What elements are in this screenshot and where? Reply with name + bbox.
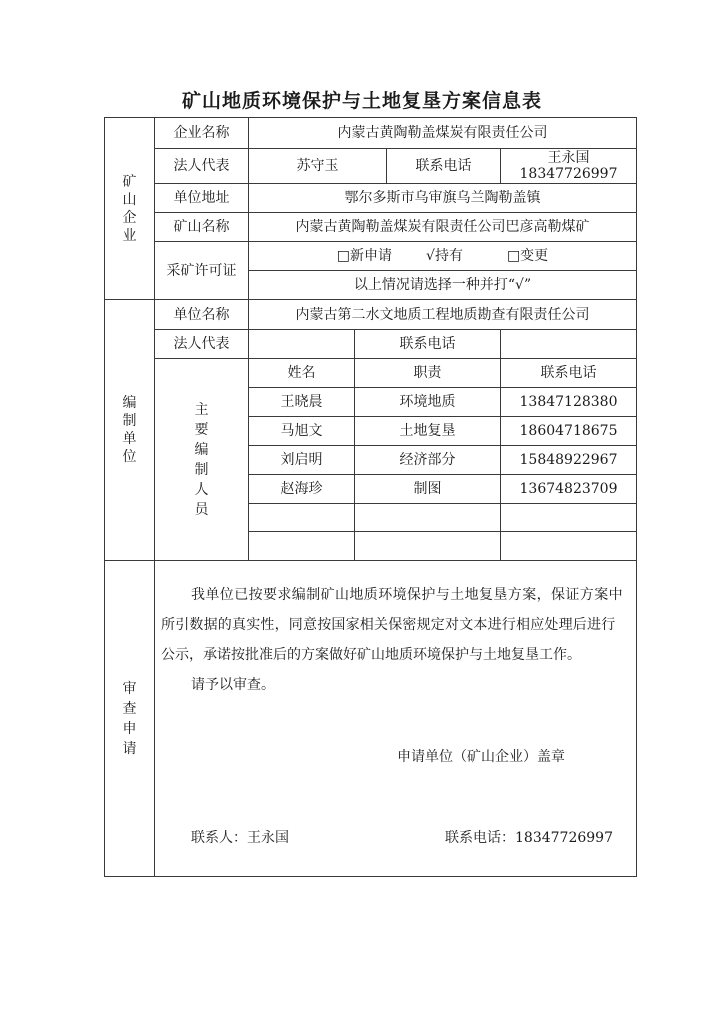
company-name-value: 内蒙古黄陶勒盖煤炭有限责任公司 xyxy=(337,125,548,141)
staff-phone: 13674823709 xyxy=(519,481,618,497)
mine-legal-rep-value: 苏守玉 xyxy=(296,158,339,174)
staff-label-char: 人 xyxy=(194,481,209,498)
option-new-checkbox: □新申请 xyxy=(336,248,393,264)
address-value: 鄂尔多斯市乌审旗乌兰陶勒盖镇 xyxy=(344,190,541,206)
option-hold-checkbox: √持有 xyxy=(426,248,463,264)
company-name-label: 企业名称 xyxy=(173,125,230,141)
review-seal-line: 申请单位（矿山企业）盖章 xyxy=(397,749,565,765)
staff-name xyxy=(249,532,354,560)
staff-role xyxy=(355,504,500,531)
staff-label-char: 主 xyxy=(194,401,209,418)
staff-label-char: 编 xyxy=(194,441,209,458)
staff-role: 土地复垦 xyxy=(399,423,456,439)
review-section-char: 请 xyxy=(122,740,137,757)
review-paragraph-line: 所引数据的真实性，同意按国家相关保密规定对文本进行相应处理后进行 xyxy=(161,617,616,633)
compiler-section-char: 制 xyxy=(122,413,137,429)
review-request-line: 请予以审查。 xyxy=(191,677,275,693)
staff-role: 制图 xyxy=(413,481,442,497)
compiler-legal-rep-label: 法人代表 xyxy=(173,336,230,352)
staff-label-char: 制 xyxy=(194,461,209,478)
mine-name-label: 矿山名称 xyxy=(173,219,230,235)
staff-header-role: 职责 xyxy=(413,365,442,381)
compiler-section-label xyxy=(105,300,154,560)
review-contact-phone: 联系电话：18347726997 xyxy=(445,830,613,846)
staff-name: 赵海珍 xyxy=(280,481,323,497)
staff-name: 马旭文 xyxy=(280,423,323,439)
staff-label xyxy=(155,359,248,560)
review-section-char: 查 xyxy=(122,700,137,717)
staff-label-char: 员 xyxy=(194,501,209,518)
license-label: 采矿许可证 xyxy=(166,262,237,279)
staff-header-phone: 联系电话 xyxy=(540,365,597,381)
staff-role xyxy=(355,532,500,560)
review-paragraph-line: 我单位已按要求编制矿山地质环境保护与土地复垦方案，保证方案中 xyxy=(191,587,623,603)
mine-contact-name: 王永国 xyxy=(547,150,590,166)
unit-name-label: 单位名称 xyxy=(173,306,230,323)
staff-role: 经济部分 xyxy=(399,452,456,468)
staff-label-char: 要 xyxy=(194,421,209,438)
staff-phone: 18604718675 xyxy=(519,423,618,439)
mine-contact-phone: 18347726997 xyxy=(519,166,618,182)
staff-phone xyxy=(501,532,636,560)
compiler-section-char: 位 xyxy=(122,449,137,465)
compiler-phone-value xyxy=(501,330,636,358)
mine-phone-label: 联系电话 xyxy=(415,158,472,174)
compiler-section-char: 编 xyxy=(122,395,137,411)
mine-section-char: 山 xyxy=(122,191,137,208)
mine-contact-cell xyxy=(501,149,636,183)
staff-name xyxy=(249,504,354,531)
staff-phone: 15848922967 xyxy=(519,452,618,468)
mine-section-char: 矿 xyxy=(122,173,137,190)
review-section-char: 申 xyxy=(122,720,137,737)
license-note: 以上情况请选择一种并打“√” xyxy=(353,277,532,293)
mine-section-char: 业 xyxy=(122,227,137,244)
section-divider xyxy=(104,560,637,561)
unit-name-value: 内蒙古第二水文地质工程地质勘查有限责任公司 xyxy=(295,306,590,323)
review-contact-person: 联系人：王永国 xyxy=(191,830,289,846)
table-border-bottom xyxy=(104,876,637,877)
staff-header-name: 姓名 xyxy=(287,365,316,381)
license-options xyxy=(249,242,636,270)
mine-name-value: 内蒙古黄陶勒盖煤炭有限责任公司巴彦高勒煤矿 xyxy=(295,219,590,235)
compiler-phone-label: 联系电话 xyxy=(399,336,456,352)
review-section-char: 审 xyxy=(122,680,137,697)
option-change-checkbox: □变更 xyxy=(506,248,549,264)
mine-section-char: 企 xyxy=(122,209,137,226)
review-section-label xyxy=(105,561,154,876)
page-title: 矿山地质环境保护与土地复垦方案信息表 xyxy=(181,90,542,112)
staff-name: 王晓晨 xyxy=(280,394,323,410)
compiler-legal-rep-value xyxy=(249,330,354,358)
compiler-section-char: 单 xyxy=(122,431,137,447)
staff-phone: 13847128380 xyxy=(519,394,618,410)
staff-name: 刘启明 xyxy=(280,452,323,468)
table-border-right xyxy=(636,117,637,877)
review-paragraph-line: 公示，承诺按批准后的方案做好矿山地质环境保护与土地复垦工作。 xyxy=(161,647,581,663)
mine-section-label xyxy=(105,118,154,299)
address-label: 单位地址 xyxy=(173,190,230,206)
mine-legal-rep-label: 法人代表 xyxy=(173,158,230,174)
staff-role: 环境地质 xyxy=(399,394,456,410)
staff-phone xyxy=(501,504,636,531)
